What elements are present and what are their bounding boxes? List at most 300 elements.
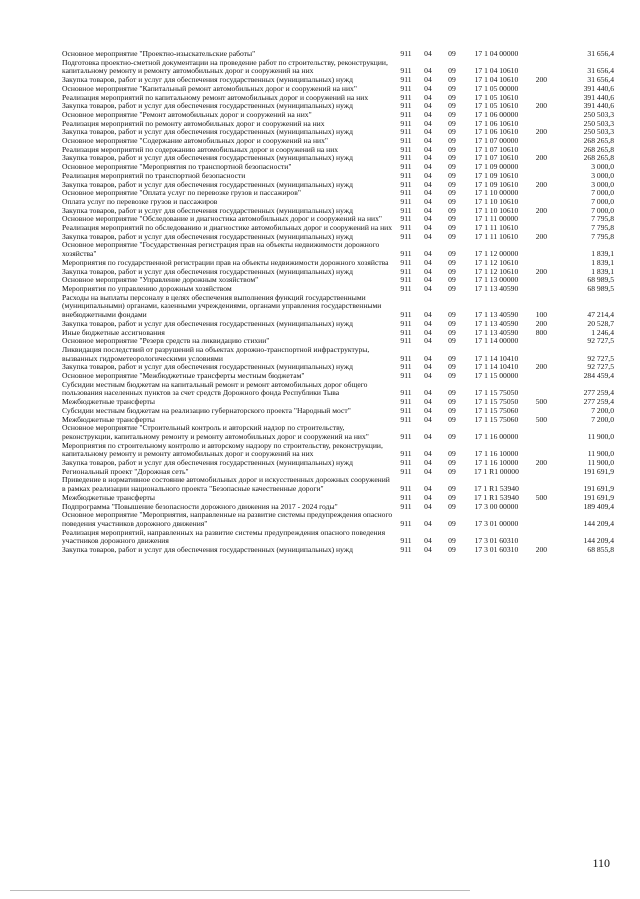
row-amount: 268 265,8: [583, 144, 614, 154]
row-target-article-code: 17 1 15 75050: [474, 388, 519, 398]
row-amount: 391 440,6: [583, 101, 614, 111]
row-grbs-code: 911: [400, 101, 412, 111]
row-amount: 277 259,4: [583, 388, 614, 398]
row-grbs-code: 911: [400, 318, 412, 328]
row-grbs-code: 911: [400, 144, 412, 154]
row-section-code: 04: [424, 336, 432, 346]
row-grbs-code: 911: [400, 75, 412, 85]
row-expense-type-code: [527, 442, 556, 459]
row-amount: 3 000,0: [591, 162, 614, 172]
row-grbs-code: 911: [400, 388, 412, 398]
table-row: [62, 511, 614, 528]
row-grbs-code: 911: [400, 257, 412, 267]
row-expense-type-code: [527, 163, 556, 172]
row-section-code: 04: [424, 196, 432, 206]
row-section-code: 04: [424, 501, 432, 511]
row-section-code: 04: [424, 275, 432, 285]
row-expense-type-code: [527, 476, 556, 493]
row-grbs-code: 911: [400, 249, 412, 259]
row-expense-type-code: 200: [535, 318, 548, 328]
table-row: [62, 546, 614, 555]
row-target-article-code: 17 1 16 10000: [474, 458, 519, 468]
row-grbs-code: 911: [400, 162, 412, 172]
row-section-code: 04: [424, 153, 432, 163]
row-target-article-code: 17 1 10 10610: [474, 196, 519, 206]
row-subsection-code: 09: [448, 205, 456, 215]
row-amount: 11 900,0: [587, 458, 614, 468]
row-expense-type-code: [527, 529, 556, 546]
row-amount: 1 246,4: [591, 327, 614, 337]
row-target-article-code: 17 1 10 10610: [474, 205, 519, 215]
row-subsection-code: 09: [448, 136, 456, 146]
row-target-article-code: 17 1 04 00000: [474, 49, 519, 58]
row-subsection-code: 09: [448, 371, 456, 381]
row-grbs-code: 911: [400, 83, 412, 93]
table-row: [62, 346, 614, 363]
row-amount: 250 503,3: [583, 127, 614, 137]
row-subsection-code: 09: [448, 310, 456, 320]
row-expense-type-code: 200: [535, 75, 548, 85]
row-target-article-code: 17 1 04 10610: [474, 75, 519, 85]
row-subsection-code: 09: [448, 414, 456, 424]
row-section-code: 04: [424, 83, 432, 93]
row-grbs-code: 911: [400, 127, 412, 137]
row-amount: 7 000,0: [591, 205, 614, 215]
row-section-code: 04: [424, 75, 432, 85]
row-grbs-code: 911: [400, 362, 412, 372]
row-target-article-code: 17 1 15 75060: [474, 414, 519, 424]
row-name: Реализация мероприятий, направленных на развитие системы предупреждения опасного поведения участников дорожного движения: [62, 527, 386, 546]
row-section-code: 04: [424, 188, 432, 198]
row-name: Основное мероприятие "Капитальный ремонт автомобильных дорог и сооружений на них": [62, 83, 357, 93]
row-subsection-code: 09: [448, 327, 456, 337]
row-name: Основное мероприятие "Строительный контроль и авторский надзор по строительству, реконструкции, капитальному ремонту и ремонту автомобильных дорог и сооружений на них": [62, 423, 369, 441]
row-target-article-code: 17 1 14 10410: [474, 362, 519, 372]
row-target-article-code: 17 1 12 10610: [474, 257, 519, 267]
row-amount: 11 900,0: [587, 449, 614, 459]
row-subsection-code: 09: [448, 223, 456, 233]
row-subsection-code: 09: [448, 353, 456, 363]
row-target-article-code: 17 1 07 10610: [474, 153, 519, 163]
table-row: [62, 424, 614, 441]
row-target-article-code: 17 1 05 10610: [474, 92, 519, 102]
row-amount: 31 656,4: [587, 49, 614, 58]
row-section-code: 04: [424, 371, 432, 381]
row-expense-type-code: [527, 241, 556, 258]
row-subsection-code: 09: [448, 92, 456, 102]
row-expense-type-code: [527, 285, 556, 294]
row-amount: 11 900,0: [587, 431, 614, 441]
row-target-article-code: 17 1 12 00000: [474, 249, 519, 259]
row-subsection-code: 09: [448, 536, 456, 546]
row-target-article-code: 17 1 07 10610: [474, 144, 519, 154]
row-section-code: 04: [424, 179, 432, 189]
row-grbs-code: 911: [400, 327, 412, 337]
row-section-code: 04: [424, 162, 432, 172]
row-section-code: 04: [424, 449, 432, 459]
row-name: Закупка товаров, работ и услуг для обеспечения государственных (муниципальных) нужд: [62, 362, 353, 372]
row-expense-type-code: [527, 276, 556, 285]
row-target-article-code: 17 1 R1 00000: [473, 466, 519, 476]
row-subsection-code: 09: [448, 545, 456, 555]
row-section-code: 04: [424, 118, 432, 128]
row-subsection-code: 09: [448, 466, 456, 476]
row-name: Закупка товаров, работ и услуг для обеспечения государственных (муниципальных) нужд: [62, 75, 353, 85]
row-amount: 191 691,9: [583, 466, 614, 476]
row-target-article-code: 17 3 01 60310: [474, 536, 519, 546]
row-name: Закупка товаров, работ и услуг для обеспечения государственных (муниципальных) нужд: [62, 458, 353, 468]
row-expense-type-code: [527, 381, 556, 398]
row-section-code: 04: [424, 414, 432, 424]
row-section-code: 04: [424, 310, 432, 320]
row-target-article-code: 17 1 13 40590: [474, 310, 519, 320]
row-name: Мероприятия по государственной регистрации прав на объекты недвижимости дорожного хозяйства: [62, 257, 389, 267]
row-expense-type-code: 100: [535, 310, 548, 320]
row-grbs-code: 911: [400, 414, 412, 424]
row-name: Реализация мероприятий по ремонту автомобильных дорог и сооружений на них: [62, 118, 325, 128]
row-subsection-code: 09: [448, 449, 456, 459]
row-subsection-code: 09: [448, 101, 456, 111]
row-subsection-code: 09: [448, 179, 456, 189]
row-amount: 250 503,3: [583, 109, 614, 119]
row-name: Реализация мероприятий по содержанию автомобильных дорог и сооружений на них: [62, 144, 339, 154]
row-expense-type-code: 200: [535, 101, 548, 111]
row-amount: 7 200,0: [591, 414, 614, 424]
row-name: Основное мероприятие "Резерв средств на ликвидацию стихии": [62, 336, 270, 346]
row-name: Мероприятия по строительному контролю и авторскому надзору по строительству, реконструкции, капитальному ремонту и ремонту автомобильных дорог и сооружений на них: [62, 440, 383, 459]
row-amount: 284 459,4: [583, 371, 614, 381]
row-subsection-code: 09: [448, 318, 456, 328]
row-target-article-code: 17 1 R1 53940: [473, 492, 519, 502]
row-grbs-code: 911: [400, 196, 412, 206]
row-section-code: 04: [424, 101, 432, 111]
row-amount: 277 259,4: [583, 397, 614, 407]
row-name: Реализация мероприятий по транспортной безопасности: [62, 170, 246, 180]
row-grbs-code: 911: [400, 353, 412, 363]
row-subsection-code: 09: [448, 118, 456, 128]
row-expense-type-code: [527, 424, 556, 441]
row-expense-type-code: [527, 50, 556, 59]
row-grbs-code: 911: [400, 231, 412, 241]
row-amount: 31 656,4: [587, 66, 614, 76]
row-target-article-code: 17 1 16 00000: [474, 431, 519, 441]
row-target-article-code: 17 1 09 00000: [474, 162, 519, 172]
row-amount: 7 795,8: [591, 214, 614, 224]
row-expense-type-code: 500: [535, 414, 548, 424]
row-section-code: 04: [424, 266, 432, 276]
row-amount: 1 839,1: [591, 249, 614, 259]
row-expense-type-code: 200: [535, 362, 548, 372]
row-section-code: 04: [424, 223, 432, 233]
row-subsection-code: 09: [448, 257, 456, 267]
row-target-article-code: 17 1 13 40590: [474, 318, 519, 328]
row-grbs-code: 911: [400, 66, 412, 76]
row-section-code: 04: [424, 492, 432, 502]
row-name: Закупка товаров, работ и услуг для обеспечения государственных (муниципальных) нужд: [62, 101, 353, 111]
row-name: Приведение в нормативное состояние автомобильных дорог и искусственных дорожных сооружений в рамках реализации национального проекта "Безопасные качественные дороги": [62, 475, 390, 494]
row-expense-type-code: 500: [535, 492, 548, 502]
row-subsection-code: 09: [448, 144, 456, 154]
row-grbs-code: 911: [400, 397, 412, 407]
row-amount: 92 727,5: [587, 362, 614, 372]
row-expense-type-code: 200: [535, 153, 548, 163]
row-name: Межбюджетные трансферты: [62, 492, 155, 502]
row-name: Закупка товаров, работ и услуг для обеспечения государственных (муниципальных) нужд: [62, 153, 353, 163]
row-grbs-code: 911: [400, 518, 412, 528]
row-grbs-code: 911: [400, 536, 412, 546]
row-name: Межбюджетные трансферты: [62, 397, 155, 407]
row-grbs-code: 911: [400, 501, 412, 511]
row-section-code: 04: [424, 458, 432, 468]
row-grbs-code: 911: [400, 109, 412, 119]
row-amount: 68 989,5: [587, 275, 614, 285]
bottom-divider: [10, 890, 470, 891]
row-name: Основное мероприятие "Обследование и диагностика автомобильных дорог и сооружений на них": [62, 214, 383, 224]
row-amount: 3 000,0: [591, 170, 614, 180]
row-section-code: 04: [424, 136, 432, 146]
row-subsection-code: 09: [448, 283, 456, 293]
row-expense-type-code: 500: [535, 397, 548, 407]
row-subsection-code: 09: [448, 388, 456, 398]
row-amount: 1 839,1: [591, 266, 614, 276]
row-subsection-code: 09: [448, 214, 456, 224]
row-grbs-code: 911: [400, 92, 412, 102]
row-amount: 7 000,0: [591, 188, 614, 198]
row-section-code: 04: [424, 484, 432, 494]
row-subsection-code: 09: [448, 275, 456, 285]
row-target-article-code: 17 1 09 10610: [474, 170, 519, 180]
row-target-article-code: 17 1 14 10410: [474, 353, 519, 363]
row-expense-type-code: 200: [535, 179, 548, 189]
row-expense-type-code: [527, 59, 556, 76]
row-name: Реализация мероприятий по обследованию и диагностике автомобильных дорог и сооружений на них: [62, 223, 393, 233]
row-amount: 7 795,8: [591, 231, 614, 241]
row-section-code: 04: [424, 205, 432, 215]
row-target-article-code: 17 1 10 00000: [474, 188, 519, 198]
row-section-code: 04: [424, 353, 432, 363]
row-target-article-code: 17 3 01 60310: [474, 545, 519, 555]
row-amount: 268 265,8: [583, 153, 614, 163]
row-section-code: 04: [424, 318, 432, 328]
row-grbs-code: 911: [400, 405, 412, 415]
row-subsection-code: 09: [448, 153, 456, 163]
row-expense-type-code: [527, 468, 556, 477]
row-target-article-code: 17 1 05 00000: [474, 83, 519, 93]
row-target-article-code: 17 1 13 40590: [474, 327, 519, 337]
row-expense-type-code: 200: [535, 458, 548, 468]
row-section-code: 04: [424, 431, 432, 441]
row-grbs-code: 911: [400, 275, 412, 285]
row-grbs-code: 911: [400, 458, 412, 468]
row-amount: 3 000,0: [591, 179, 614, 189]
row-subsection-code: 09: [448, 75, 456, 85]
row-expense-type-code: 200: [535, 266, 548, 276]
row-expense-type-code: 200: [535, 127, 548, 137]
row-section-code: 04: [424, 466, 432, 476]
row-subsection-code: 09: [448, 170, 456, 180]
row-expense-type-code: 800: [535, 327, 548, 337]
row-target-article-code: 17 1 06 00000: [474, 109, 519, 119]
row-name: Межбюджетные трансферты: [62, 414, 155, 424]
row-section-code: 04: [424, 518, 432, 528]
row-subsection-code: 09: [448, 405, 456, 415]
row-target-article-code: 17 1 15 75060: [474, 405, 519, 415]
row-grbs-code: 911: [400, 371, 412, 381]
row-expense-type-code: 200: [535, 205, 548, 215]
table-row: [62, 529, 614, 546]
row-name: Ликвидация последствий от разрушений на объектах дорожно-транспортной инфраструктуры, вызванных гидрометеорологическими условиями: [62, 344, 370, 363]
row-amount: 7 795,8: [591, 223, 614, 233]
row-subsection-code: 09: [448, 127, 456, 137]
row-section-code: 04: [424, 327, 432, 337]
row-amount: 7 000,0: [591, 196, 614, 206]
row-amount: 391 440,6: [583, 83, 614, 93]
row-amount: 68 855,8: [587, 545, 614, 555]
row-subsection-code: 09: [448, 109, 456, 119]
row-target-article-code: 17 3 00 00000: [474, 501, 519, 511]
row-grbs-code: 911: [400, 266, 412, 276]
row-section-code: 04: [424, 214, 432, 224]
row-target-article-code: 17 1 06 10610: [474, 118, 519, 128]
table-row: [62, 59, 614, 76]
row-subsection-code: 09: [448, 266, 456, 276]
table-row: [62, 294, 614, 320]
row-name: Закупка товаров, работ и услуг для обеспечения государственных (муниципальных) нужд: [62, 127, 353, 137]
page-number: 110: [592, 856, 610, 870]
row-name: Основное мероприятие "Межбюджетные трансферты местным бюджетам": [62, 371, 305, 381]
row-subsection-code: 09: [448, 501, 456, 511]
table-body: [62, 50, 614, 555]
row-name: Иные бюджетные ассигнования: [62, 327, 165, 337]
row-target-article-code: 17 1 11 00000: [474, 214, 519, 224]
row-section-code: 04: [424, 397, 432, 407]
row-section-code: 04: [424, 283, 432, 293]
row-amount: 250 503,3: [583, 118, 614, 128]
row-target-article-code: 17 1 04 10610: [474, 66, 519, 76]
row-target-article-code: 17 1 11 10610: [474, 231, 519, 241]
row-subsection-code: 09: [448, 196, 456, 206]
row-name: Основное мероприятие "Мероприятия по транспортной безопасности": [62, 162, 292, 172]
row-target-article-code: 17 1 13 40590: [474, 283, 519, 293]
row-grbs-code: 911: [400, 214, 412, 224]
row-name: Подпрограмма "Повышение безопасности дорожного движения на 2017 - 2024 годы": [62, 501, 338, 511]
row-name: Региональный проект "Дорожная сеть": [62, 466, 189, 476]
row-subsection-code: 09: [448, 458, 456, 468]
row-grbs-code: 911: [400, 170, 412, 180]
row-grbs-code: 911: [400, 118, 412, 128]
row-amount: 191 691,9: [583, 484, 614, 494]
row-grbs-code: 911: [400, 484, 412, 494]
row-section-code: 04: [424, 249, 432, 259]
row-name: Основное мероприятие "Ремонт автомобильных дорог и сооружений на них": [62, 109, 312, 119]
row-amount: 68 989,5: [587, 283, 614, 293]
row-name: Закупка товаров, работ и услуг для обеспечения государственных (муниципальных) нужд: [62, 545, 353, 555]
row-section-code: 04: [424, 536, 432, 546]
row-subsection-code: 09: [448, 162, 456, 172]
row-target-article-code: 17 1 13 00000: [474, 275, 519, 285]
row-grbs-code: 911: [400, 188, 412, 198]
row-expense-type-code: [527, 189, 556, 198]
table-row: [62, 476, 614, 493]
table-row: [62, 442, 614, 459]
row-section-code: 04: [424, 231, 432, 241]
budget-table: [62, 50, 614, 555]
row-section-code: 04: [424, 144, 432, 154]
row-amount: 144 209,4: [583, 536, 614, 546]
row-target-article-code: 17 1 R1 53940: [473, 484, 519, 494]
row-amount: 1 839,1: [591, 257, 614, 267]
row-name: Субсидии местным бюджетам на капитальный ремонт и ремонт автомобильных дорог общего пользования населенных пунктов за счет средств Дорожного фонда Республики Тыва: [62, 379, 368, 398]
row-name: Оплата услуг по перевозке грузов и пассажиров: [62, 196, 218, 206]
row-subsection-code: 09: [448, 66, 456, 76]
row-grbs-code: 911: [400, 310, 412, 320]
row-section-code: 04: [424, 170, 432, 180]
row-grbs-code: 911: [400, 136, 412, 146]
row-amount: 189 409,4: [583, 501, 614, 511]
row-section-code: 04: [424, 545, 432, 555]
row-expense-type-code: [527, 346, 556, 363]
row-name: Основное мероприятие "Оплата услуг по перевозке грузов и пассажиров": [62, 188, 301, 198]
row-target-article-code: 17 1 15 75050: [474, 397, 519, 407]
row-subsection-code: 09: [448, 336, 456, 346]
row-subsection-code: 09: [448, 231, 456, 241]
row-subsection-code: 09: [448, 49, 456, 58]
row-expense-type-code: [527, 215, 556, 224]
row-name: Основное мероприятие "Государственная регистрация прав на объекты недвижимости дорожного хозяйства": [62, 240, 380, 259]
row-grbs-code: 911: [400, 449, 412, 459]
row-section-code: 04: [424, 66, 432, 76]
row-target-article-code: 17 1 05 10610: [474, 101, 519, 111]
row-name: Закупка товаров, работ и услуг для обеспечения государственных (муниципальных) нужд: [62, 205, 353, 215]
row-subsection-code: 09: [448, 362, 456, 372]
row-grbs-code: 911: [400, 179, 412, 189]
row-amount: 47 214,4: [587, 310, 614, 320]
row-name: Реализация мероприятий по капитальному ремонт автомобильных дорог и сооружений на них: [62, 92, 369, 102]
row-expense-type-code: [527, 85, 556, 94]
row-amount: 7 200,0: [591, 405, 614, 415]
row-target-article-code: 17 1 14 00000: [474, 336, 519, 346]
row-target-article-code: 17 1 11 10610: [474, 223, 519, 233]
row-amount: 31 656,4: [587, 75, 614, 85]
row-subsection-code: 09: [448, 484, 456, 494]
row-name: Основное мероприятие "Проектно-изыскательские работы": [62, 49, 256, 58]
row-amount: 20 528,7: [587, 318, 614, 328]
row-target-article-code: 17 1 15 00000: [474, 371, 519, 381]
row-expense-type-code: [527, 503, 556, 512]
row-subsection-code: 09: [448, 518, 456, 528]
row-amount: 391 440,6: [583, 92, 614, 102]
row-subsection-code: 09: [448, 397, 456, 407]
table-row: [62, 381, 614, 398]
table-row: [62, 241, 614, 258]
row-grbs-code: 911: [400, 431, 412, 441]
row-amount: 92 727,5: [587, 353, 614, 363]
row-grbs-code: 911: [400, 49, 412, 58]
row-section-code: 04: [424, 127, 432, 137]
row-subsection-code: 09: [448, 83, 456, 93]
row-target-article-code: 17 1 07 00000: [474, 136, 519, 146]
row-section-code: 04: [424, 362, 432, 372]
row-expense-type-code: [527, 372, 556, 381]
row-subsection-code: 09: [448, 431, 456, 441]
row-section-code: 04: [424, 109, 432, 119]
row-expense-type-code: 200: [535, 231, 548, 241]
row-name: Закупка товаров, работ и услуг для обеспечения государственных (муниципальных) нужд: [62, 266, 353, 276]
row-name: Закупка товаров, работ и услуг для обеспечения государственных (муниципальных) нужд: [62, 179, 353, 189]
row-amount: 191 691,9: [583, 492, 614, 502]
row-section-code: 04: [424, 49, 432, 58]
row-target-article-code: 17 1 12 10610: [474, 266, 519, 276]
